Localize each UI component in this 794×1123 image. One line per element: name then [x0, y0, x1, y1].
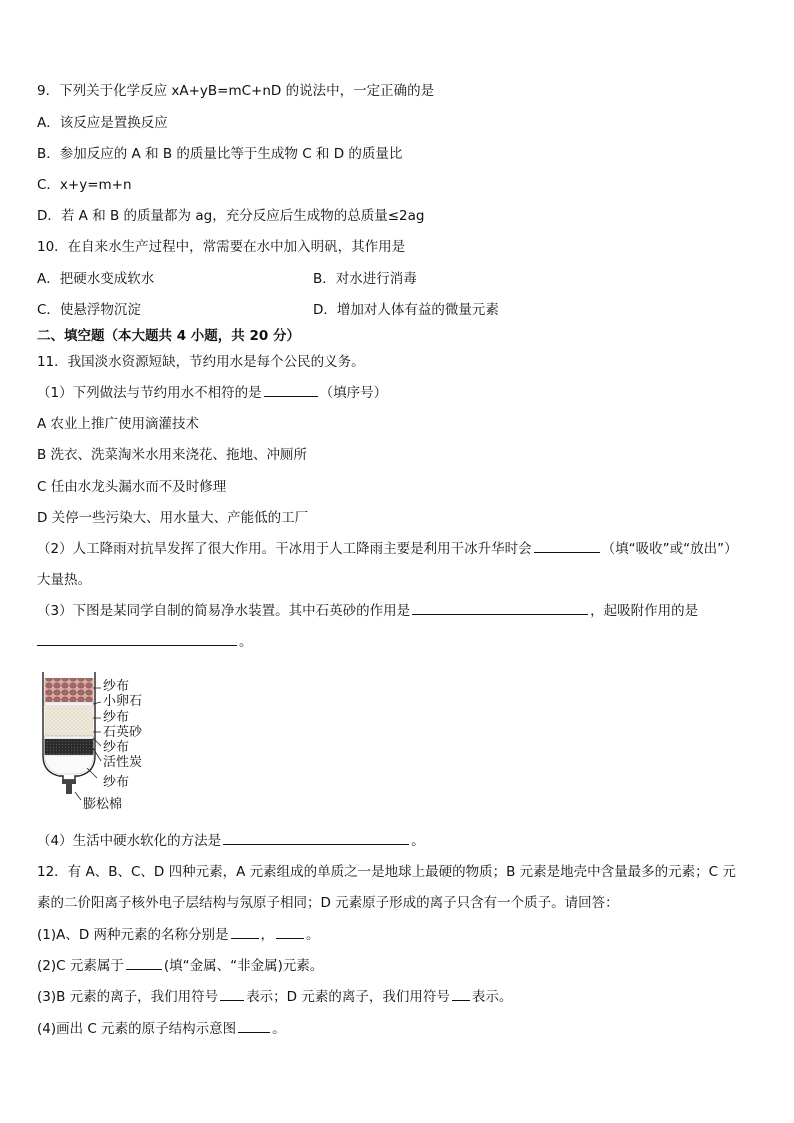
- q10-option-b: B．对水进行消毒: [313, 271, 417, 287]
- answer-blank[interactable]: [231, 926, 259, 939]
- q11-part4-text: （4）生活中硬水软化的方法是: [37, 833, 222, 849]
- q12-sub3-text: (3)B 元素的离子，我们用符号: [37, 989, 219, 1005]
- q11-part4-end: 。: [411, 833, 425, 849]
- answer-blank[interactable]: [223, 832, 409, 845]
- activated-carbon-layer: [45, 739, 94, 755]
- q12-sub1-text: (1)A、D 两种元素的名称分别是: [37, 927, 229, 943]
- q11-part3-text: （3）下图是某同学自制的简易净水装置。其中石英砂的作用是: [37, 603, 411, 619]
- q11-option-d: D 关停一些污染大、用水量大、产能低的工厂: [37, 510, 309, 526]
- figure-label: 纱布: [103, 740, 130, 755]
- q9-option-a: A．该反应是置换反应: [37, 115, 168, 131]
- q10-option-c: C．使悬浮物沉淀: [37, 302, 141, 318]
- q12-sub3: [37, 988, 512, 1006]
- q9-option-d: D．若 A 和 B 的质量都为 ag，充分反应后生成物的总质量≤2ag: [37, 208, 425, 224]
- answer-blank[interactable]: [412, 602, 588, 615]
- q9-option-c: C．x+y=m+n: [37, 177, 132, 193]
- pebble-layer: [45, 678, 94, 702]
- q10-option-a: A．把硬水变成软水: [37, 271, 155, 287]
- q11-part3-end: 。: [239, 634, 253, 650]
- figure-label: 纱布: [103, 679, 130, 694]
- q12-sub1: [37, 926, 320, 944]
- figure-label: 膨松棉: [83, 797, 123, 812]
- q11-part4: [37, 832, 425, 850]
- q10-row2: [37, 301, 757, 319]
- q10-stem: 10．在自来水生产过程中，常需要在水中加入明矾，其作用是: [37, 239, 406, 255]
- q9-option-b: B．参加反应的 A 和 B 的质量比等于生成物 C 和 D 的质量比: [37, 146, 403, 162]
- answer-blank[interactable]: [264, 384, 318, 397]
- answer-blank[interactable]: [452, 988, 470, 1001]
- q11-part1-text: （1）下列做法与节约用水不相符的是: [37, 385, 262, 401]
- q10-row1: [37, 270, 757, 288]
- q11-part2-line2: 大量热。: [37, 572, 91, 588]
- q11-part3-mid: ，起吸附作用的是: [590, 603, 699, 619]
- q12-sub2: [37, 957, 323, 975]
- answer-blank[interactable]: [534, 540, 600, 553]
- q12-stem-line1: 12．有 A、B、C、D 四种元素，A 元素组成的单质之一是地球上最硬的物质；B 元素是地壳中含量最多的元素；C 元: [37, 864, 736, 880]
- quartz-sand-layer: [45, 706, 94, 736]
- q11-option-a: A 农业上推广使用滴灌技术: [37, 416, 200, 432]
- section-title: 二、填空题（本大题共 4 小题，共 20 分）: [37, 328, 300, 344]
- q11-stem: 11．我国淡水资源短缺，节约用水是每个公民的义务。: [37, 354, 365, 370]
- answer-blank[interactable]: [220, 988, 244, 1001]
- answer-blank[interactable]: [37, 633, 237, 646]
- q11-part1: [37, 384, 387, 402]
- answer-blank[interactable]: [238, 1020, 270, 1033]
- q12-sub4-end: 。: [272, 1021, 286, 1037]
- q12-sub3-mid: 表示；D 元素的离子，我们用符号: [246, 989, 450, 1005]
- q9-stem: 9．下列关于化学反应 xA+yB=mC+nD 的说法中，一定正确的是: [37, 83, 435, 99]
- q12-sub1-sep: ，: [260, 927, 275, 943]
- q11-part1-hint: （填序号）: [319, 385, 388, 401]
- water-filter-diagram: [37, 668, 197, 818]
- answer-blank[interactable]: [126, 957, 162, 970]
- q11-part3: [37, 602, 698, 620]
- q12-sub3-end: 表示。: [471, 989, 513, 1005]
- q12-sub2-hint: (填“金属、“非金属)元素。: [163, 958, 324, 974]
- q11-part2: [37, 540, 738, 558]
- answer-blank[interactable]: [276, 926, 304, 939]
- q12-sub2-text: (2)C 元素属于: [37, 958, 124, 974]
- q11-part2-hint: （填“吸收”或“放出”）: [601, 541, 738, 557]
- figure-label: 纱布: [103, 775, 130, 790]
- q12-sub4: [37, 1020, 286, 1038]
- q12-sub1-end: 。: [306, 927, 320, 943]
- q12-stem-line2: 素的二价阳离子核外电子层结构与氖原子相同；D 元素原子形成的离子只含有一个质子。请回答：: [37, 895, 619, 911]
- q10-option-d: D．增加对人体有益的微量元素: [313, 302, 499, 318]
- figure-label: 小卵石: [103, 694, 143, 709]
- q12-sub4-text: (4)画出 C 元素的原子结构示意图: [37, 1021, 237, 1037]
- figure-label: 活性炭: [103, 755, 143, 770]
- q11-option-b: B 洗衣、洗菜淘米水用来浇花、拖地、冲厕所: [37, 447, 308, 463]
- q11-part2-text: （2）人工降雨对抗旱发挥了很大作用。干冰用于人工降雨主要是利用干冰升华时会: [37, 541, 532, 557]
- figure-label: 纱布: [103, 710, 130, 725]
- q11-part3-line2: [37, 633, 253, 651]
- q11-option-c: C 任由水龙头漏水而不及时修理: [37, 479, 227, 495]
- figure-label: 石英砂: [103, 725, 143, 740]
